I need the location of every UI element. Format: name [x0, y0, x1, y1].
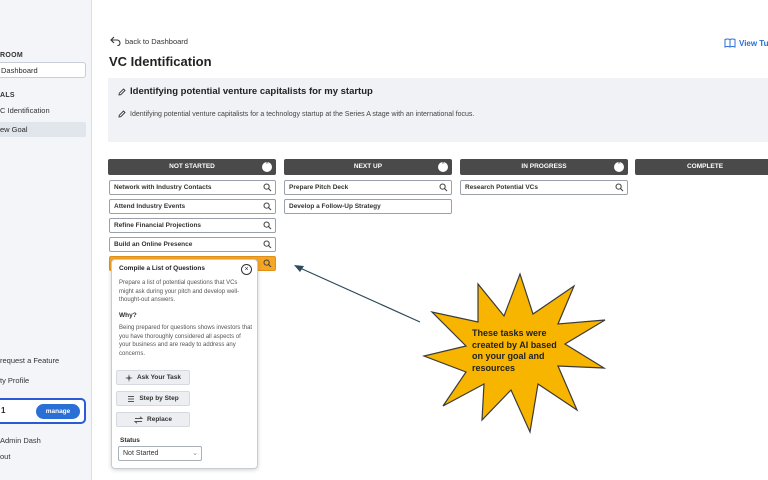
collapse-icon[interactable]: ˆ [262, 162, 272, 172]
sidebar-item-profile[interactable]: ty Profile [0, 376, 30, 385]
popup-description: Prepare a list of potential questions that VCs might ask during your pitch and develop well-thought-out answers. [119, 280, 240, 303]
manage-button[interactable]: manage [36, 404, 80, 419]
sidebar-section-room: ROOM [0, 52, 23, 59]
ask-your-task-label: Ask Your Task [136, 374, 182, 381]
task-label: Build an Online Presence [114, 241, 193, 248]
replace-label: Replace [147, 416, 172, 423]
callout-arrow-line [300, 268, 420, 322]
popup-why-label: Why? [119, 312, 137, 319]
task-label: Refine Financial Projections [114, 222, 202, 229]
page-title: VC Identification [109, 54, 212, 69]
close-icon[interactable]: × [241, 264, 252, 275]
chevron-down-icon: ⌄ [192, 450, 198, 457]
popup-why-text: Being prepared for questions shows investors that you have thoroughly considered all aspects of your business and are ready to address any concerns. [119, 325, 253, 357]
sidebar-section-goals: ALS [0, 92, 15, 99]
back-label: back to Dashboard [125, 36, 188, 46]
sidebar-item-vc-identification[interactable]: C Identification [0, 106, 50, 115]
sidebar-item-logout[interactable]: out [0, 452, 11, 461]
view-tutorial-label: View Tu [739, 38, 768, 48]
sidebar-item-dashboard[interactable]: Dashboard [0, 62, 86, 78]
column-label: IN PROGRESS [521, 163, 567, 170]
task-label: Prepare Pitch Deck [289, 184, 349, 191]
sidebar-item-new-goal[interactable]: ew Goal [0, 122, 86, 137]
collapse-icon[interactable]: ˆ [438, 162, 448, 172]
task-label: Attend Industry Events [114, 203, 186, 210]
sidebar-item-admin-dash[interactable]: Admin Dash [0, 436, 41, 445]
step-by-step-label: Step by Step [139, 395, 179, 402]
column-label: NOT STARTED [169, 163, 215, 170]
sidebar-item-request-feature[interactable]: request a Feature [0, 356, 60, 365]
column-label: COMPLETE [686, 163, 724, 170]
popup-title: Compile a List of Questions [119, 265, 205, 272]
task-label: Network with Industry Contacts [114, 184, 212, 191]
status-label: Status [120, 437, 140, 444]
callout-text: These tasks were created by AI based on your goal and resources [472, 328, 557, 373]
task-label: Research Potential VCs [465, 184, 538, 191]
status-value: Not Started [123, 450, 159, 457]
goal-title: Identifying potential venture capitalists for my startup [130, 86, 373, 97]
plan-count: 1 [1, 406, 6, 415]
task-label: Develop a Follow-Up Strategy [289, 203, 381, 210]
goal-description: Identifying potential venture capitalists for a technology startup at the Series A stage with an international focus. [130, 110, 475, 118]
column-label: NEXT UP [353, 163, 383, 170]
collapse-icon[interactable]: ˆ [614, 162, 624, 172]
